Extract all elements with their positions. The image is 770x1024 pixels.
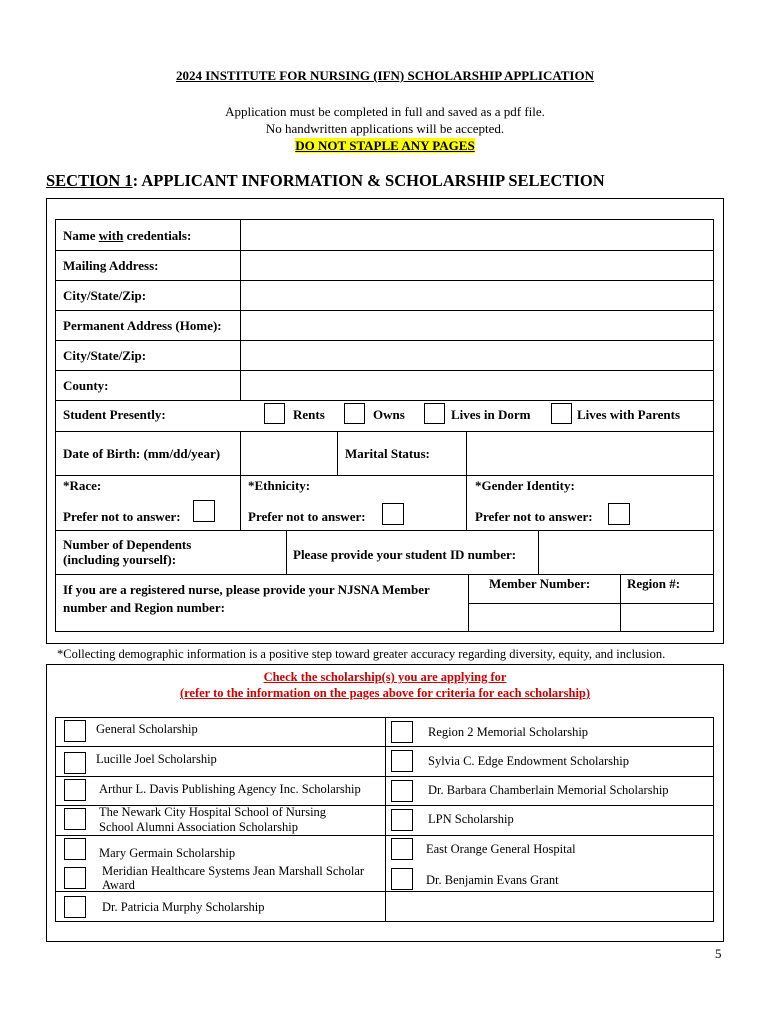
barbara-chamberlain-checkbox[interactable]	[391, 780, 413, 802]
lives-with-parents-label: Lives with Parents	[577, 407, 681, 422]
ethnicity-prefer-not-label: Prefer not to answer:	[248, 509, 366, 524]
mailing-address-field[interactable]	[242, 252, 712, 279]
name-label: Name with credentials:	[63, 228, 192, 243]
section-heading	[46, 171, 605, 191]
page-number: 5	[715, 946, 722, 961]
form-title: 2024 INSTITUTE FOR NURSING (IFN) SCHOLARSHIP APPLICATION	[176, 68, 594, 83]
region2-memorial-checkbox[interactable]	[391, 721, 413, 743]
mary-germain-checkbox[interactable]	[64, 838, 86, 860]
rn-label-line2: number and Region number:	[63, 600, 225, 615]
benjamin-evans-checkbox[interactable]	[391, 868, 413, 890]
arthur-davis-checkbox[interactable]	[64, 779, 86, 801]
owns-checkbox[interactable]	[344, 403, 365, 424]
permanent-address-field[interactable]	[242, 312, 712, 339]
rents-label: Rents	[293, 407, 325, 422]
dob-field[interactable]	[242, 433, 336, 474]
name-field[interactable]	[242, 221, 712, 249]
east-orange-label: East Orange General Hospital	[426, 842, 576, 856]
gender-prefer-not-checkbox[interactable]	[608, 503, 630, 525]
dependents-field[interactable]	[242, 532, 285, 573]
mary-germain-label: Mary Germain Scholarship	[99, 846, 236, 860]
race-label: *Race:	[63, 478, 102, 493]
check-scholarship-instruction: Check the scholarship(s) you are applying for	[263, 670, 507, 684]
lucille-joel-label: Lucille Joel Scholarship	[96, 752, 217, 766]
meridian-label-line2: Award	[102, 878, 135, 892]
race-prefer-not-checkbox[interactable]	[193, 500, 215, 522]
section-title: : APPLICANT INFORMATION & SCHOLARSHIP SELECTION	[132, 171, 605, 190]
meridian-checkbox[interactable]	[64, 867, 86, 889]
newark-city-hospital-checkbox[interactable]	[64, 808, 86, 830]
section-number: SECTION 1	[46, 171, 133, 190]
arthur-davis-label: Arthur L. Davis Publishing Agency Inc. Scholarship	[99, 782, 361, 796]
instruction-pdf: Application must be completed in full and saved as a pdf file.	[225, 104, 545, 119]
lives-with-parents-checkbox[interactable]	[551, 403, 572, 424]
marital-status-label: Marital Status:	[345, 446, 430, 461]
permanent-city-state-zip-field[interactable]	[242, 342, 712, 369]
student-id-field[interactable]	[540, 532, 712, 573]
ethnicity-label: *Ethnicity:	[248, 478, 311, 493]
rents-checkbox[interactable]	[264, 403, 285, 424]
barbara-chamberlain-label: Dr. Barbara Chamberlain Memorial Scholarship	[428, 783, 669, 797]
member-number-label: Member Number:	[489, 576, 591, 591]
staple-notice: DO NOT STAPLE ANY PAGES	[295, 138, 475, 153]
race-prefer-not-label: Prefer not to answer:	[63, 509, 181, 524]
region2-memorial-label: Region 2 Memorial Scholarship	[428, 725, 589, 739]
patricia-murphy-label: Dr. Patricia Murphy Scholarship	[102, 900, 265, 914]
instruction-handwritten: No handwritten applications will be accepted.	[265, 121, 505, 136]
lives-in-dorm-checkbox[interactable]	[424, 403, 445, 424]
patricia-murphy-checkbox[interactable]	[64, 896, 86, 918]
meridian-label-line1: Meridian Healthcare Systems Jean Marshall Scholar	[102, 864, 365, 878]
lives-in-dorm-label: Lives in Dorm	[451, 407, 531, 422]
mailing-address-label: Mailing Address:	[63, 258, 159, 273]
county-label: County:	[63, 378, 109, 393]
owns-label: Owns	[373, 407, 405, 422]
east-orange-checkbox[interactable]	[391, 838, 413, 860]
dob-label: Date of Birth: (mm/dd/year)	[63, 446, 221, 461]
newark-city-hospital-label-line2: School Alumni Association Scholarship	[99, 820, 298, 834]
demographic-note: *Collecting demographic information is a positive step toward greater accuracy regarding diversity, equity, and inclusion.	[57, 647, 666, 661]
general-scholarship-checkbox[interactable]	[64, 720, 86, 742]
check-scholarship-reference: (refer to the information on the pages above for criteria for each scholarship)	[179, 686, 591, 700]
member-number-field[interactable]	[470, 605, 619, 630]
lpn-scholarship-checkbox[interactable]	[391, 809, 413, 831]
staple-notice-wrap	[0, 138, 770, 154]
region-number-label: Region #:	[627, 576, 681, 591]
student-presently-label: Student Presently:	[63, 407, 166, 422]
permanent-address-label: Permanent Address (Home):	[63, 318, 222, 333]
benjamin-evans-label: Dr. Benjamin Evans Grant	[426, 873, 559, 887]
region-number-field[interactable]	[622, 605, 712, 630]
city-state-zip-field[interactable]	[242, 282, 712, 309]
ethnicity-prefer-not-checkbox[interactable]	[382, 503, 404, 525]
student-id-label: Please provide your student ID number:	[293, 547, 517, 562]
marital-status-field[interactable]	[468, 433, 712, 474]
gender-identity-label: *Gender Identity:	[475, 478, 575, 493]
dependents-label-line2: (including yourself):	[63, 552, 177, 567]
gender-prefer-not-label: Prefer not to answer:	[475, 509, 593, 524]
sylvia-edge-label: Sylvia C. Edge Endowment Scholarship	[428, 754, 630, 768]
dependents-label-line1: Number of Dependents	[63, 537, 192, 552]
lpn-scholarship-label: LPN Scholarship	[428, 812, 514, 826]
permanent-city-state-zip-label: City/State/Zip:	[63, 348, 147, 363]
city-state-zip-label: City/State/Zip:	[63, 288, 147, 303]
general-scholarship-label: General Scholarship	[96, 722, 198, 736]
lucille-joel-checkbox[interactable]	[64, 752, 86, 774]
rn-label-line1: If you are a registered nurse, please provide your NJSNA Member	[63, 582, 430, 597]
sylvia-edge-checkbox[interactable]	[391, 750, 413, 772]
county-field[interactable]	[242, 372, 712, 399]
newark-city-hospital-label-line1: The Newark City Hospital School of Nursing	[99, 805, 327, 819]
